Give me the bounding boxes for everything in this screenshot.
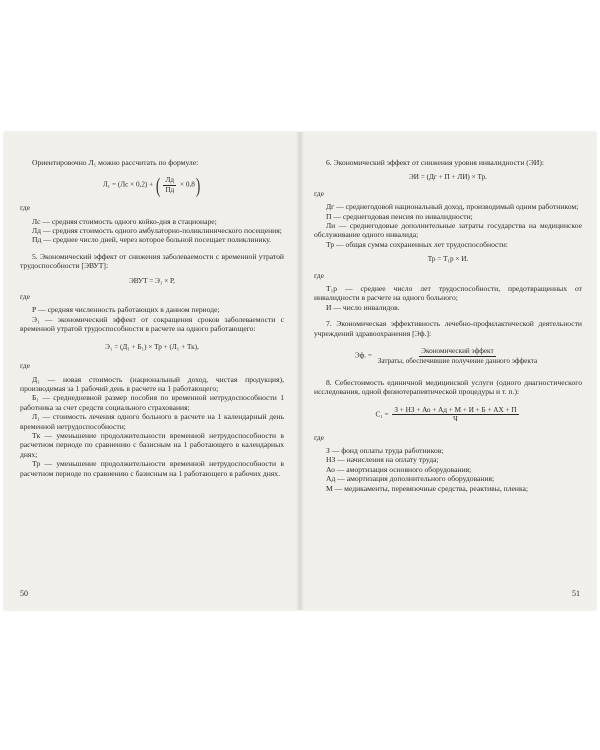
section-5-heading: 5. Экономический эффект от снижения заболеваемости с временной утратой трудоспособности [ЭВУТ]: [20, 251, 284, 271]
definition-d1: Д₁ — новая стоимость (национальный доход, чистая продукция), производимая за 1 рабочий день в расчете на 1 работающего; [20, 374, 284, 393]
section-6-heading: 6. Экономический эффект от снижения уровня инвалидности (ЭИ): [326, 158, 544, 167]
formula-ei: ЭИ = (Дг + П + ЛИ) × Тр. [409, 173, 487, 182]
formula-l1-numerator: Лд [165, 176, 175, 185]
intro-text: Ориентировочно Л₁ можно рассчитать по формуле: [32, 158, 199, 167]
definition-li: Ли — среднегодовые дополнительные затраты государства на медицинское обслуживание одного инвалида; [314, 221, 582, 240]
definition-nz: НЗ — начисления на оплату труда; [326, 455, 439, 465]
formula-evut: ЭВУТ = Э₁ × Р, [129, 276, 175, 285]
book-spread [4, 132, 596, 610]
definition-pd: Пд — среднее число дней, через которое больной посещает поликлинику. [32, 235, 272, 245]
where-label: где [314, 188, 324, 198]
definition-dg: Дг — среднегодовой национальный доход, производимый одним работником; [326, 202, 579, 212]
section-7-heading: 7. Экономическая эффективность лечебно-профилактической деятельности учреждений здравоохранения [Эф.]: [314, 319, 582, 338]
definition-e1: Э₁ — экономический эффект от сокращения сроков заболеваемости с временной утратой трудоспособности в расчете на одного работающего: [20, 314, 284, 334]
section-8-heading: 8. Себестоимость единичной медицинской услуги (одного диагностического исследования, одной физиотерапевтической процедуры и т. п.): [314, 377, 582, 397]
right-brace-glyph: ) [195, 172, 201, 197]
definition-l1: Л₁ — стоимость лечения одного больного в расчете на 1 календарный день временной нетрудоспособности; [20, 412, 284, 431]
formula-ef-lhs: Эф. = [354, 351, 372, 360]
formula-l1-lhs: Л₁ = (Лс × 0,2) + [102, 180, 154, 189]
definition-tr: Тр — общая сумма сохраненных лет трудоспособности: [326, 239, 508, 249]
page-number-left: 50 [20, 589, 28, 598]
formula-c1-lhs: С₁ = [375, 410, 389, 419]
where-label: где [20, 203, 30, 213]
formula-c1 [314, 406, 582, 424]
formula-l1-denominator: Пд [165, 185, 175, 194]
definition-p: П — среднегодовая пенсия по инвалидности; [326, 211, 473, 221]
left-brace-glyph: ( [155, 172, 161, 197]
formula-e1: Э₁ = (Д₁ + Б₁) × Тр + (Л₁ + Тк), [105, 342, 199, 351]
definition-z: З — фонд оплаты труда работников; [326, 445, 444, 455]
right-page [300, 132, 596, 610]
definition-ao: Ао — амортизация основного оборудования; [326, 464, 472, 474]
definition-ld: Лд — средняя стоимость одного амбулаторно-поликлинического посещения; [32, 226, 282, 236]
definition-tk: Тк — уменьшение продолжительности временной нетрудоспособности в расчетном периоде по сравнению с базисным на 1 работающего в календарных днях; [20, 430, 284, 459]
formula-c1-denominator: Ч [453, 415, 458, 424]
definition-r: Р — средняя численность работающих в данном периоде; [32, 305, 220, 315]
where-label: где [314, 432, 324, 442]
where-label: где [20, 292, 30, 302]
formula-ef [314, 347, 582, 365]
definition-i: И — число инвалидов. [326, 302, 400, 312]
formula-c1-fraction [392, 406, 518, 424]
left-page [4, 132, 300, 610]
formula-l1-tail: × 0,8 [179, 180, 195, 189]
definition-m: М — медикаменты, перевязочные средства, реактивы, пленка; [326, 483, 529, 493]
definition-tr: Тр — уменьшение продолжительности временной нетрудоспособности в расчетном периоде по сравнению с базисным на 1 работающего в рабочих днях. [20, 459, 284, 478]
where-label: где [20, 361, 30, 371]
formula-l1-fraction [163, 176, 176, 194]
page-number-right: 51 [572, 589, 580, 598]
definition-t1p: Т₁р — среднее число лет трудоспособности, предотвращенных от инвалидности в расчете на одного больного; [314, 284, 582, 303]
formula-ef-numerator: Экономический эффект [421, 347, 494, 356]
right-page-body [314, 158, 582, 493]
definition-ad: Ад — амортизация дополнительного оборудования; [326, 474, 495, 484]
formula-ef-fraction [376, 347, 539, 365]
left-page-body [20, 158, 284, 478]
formula-tr: Тр = Т₁р × И. [427, 255, 469, 264]
definition-lc: Лс — средняя стоимость одного койко-дня в стационаре; [32, 216, 217, 226]
where-label: где [314, 270, 324, 280]
formula-c1-numerator: З + НЗ + Ао + Ад + М + И + Б + АХ + П [394, 405, 517, 414]
formula-l1 [20, 172, 284, 197]
definition-b1: Б₁ — среднедневной размер пособия по временной нетрудоспособности 1 работника за счет средств социального страхования; [20, 393, 284, 412]
formula-ef-denominator: Затраты, обеспечившие получение данного эффекта [377, 356, 538, 365]
